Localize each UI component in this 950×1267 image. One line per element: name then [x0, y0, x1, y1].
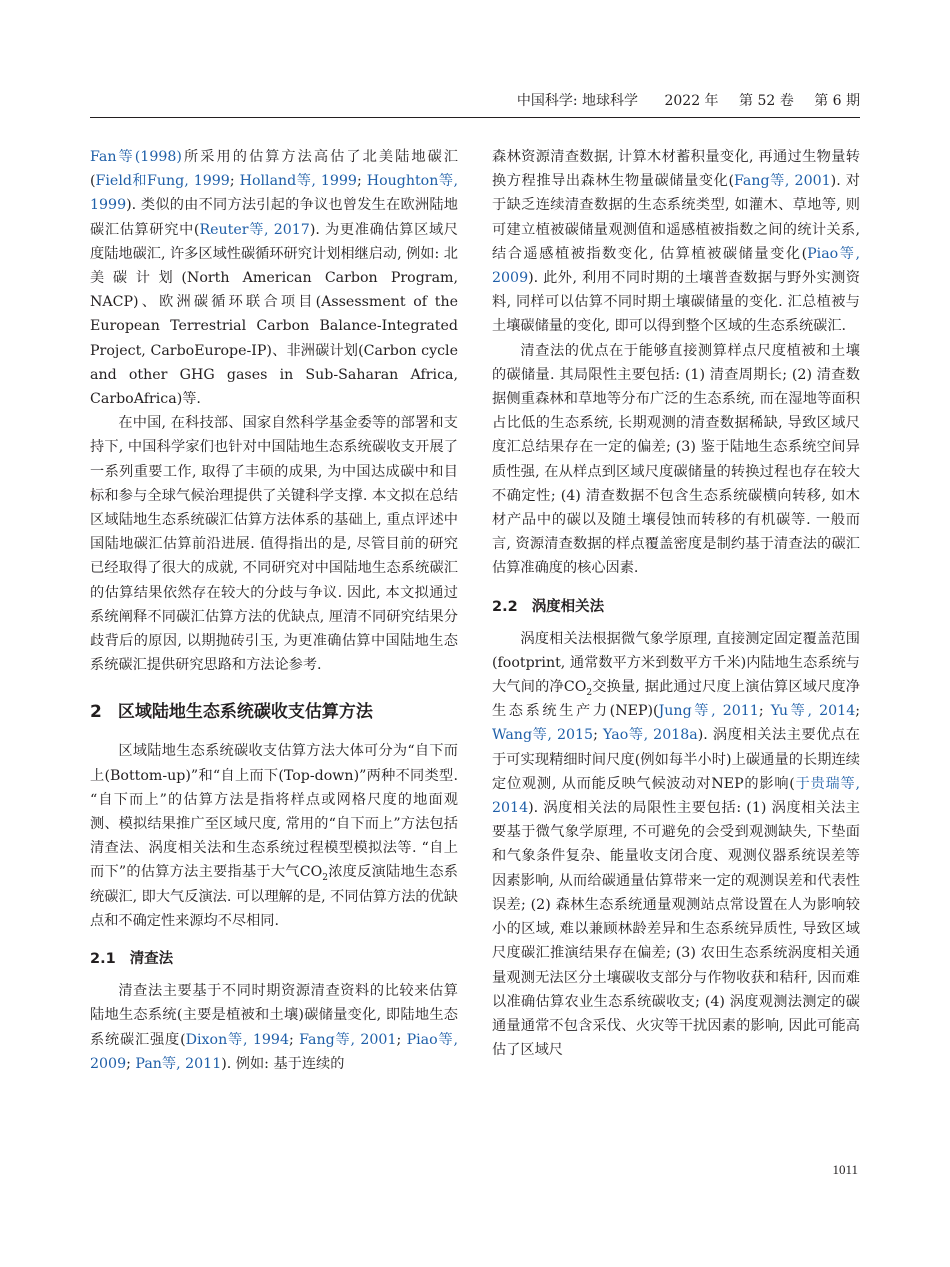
paragraph-text: ;: [126, 1055, 136, 1072]
paragraph-text: ). 对于缺乏连续清查数据的生态系统类型, 如灌木、草地等, 则可建立植被碳储量观测值和遥感植被指数之间的统计关系, 结合遥感植被指数变化, 估算植被碳储量变化(: [492, 173, 860, 262]
journal-issue: 第 6 期: [814, 93, 860, 109]
citation-link[interactable]: Houghton等, 1999: [90, 173, 458, 214]
citation-link[interactable]: Pan等, 2011: [135, 1055, 222, 1072]
subsection-title: 涡度相关法: [531, 598, 605, 615]
paragraph-text: ;: [593, 727, 603, 744]
citation-link[interactable]: Piao等, 2009: [90, 1031, 459, 1072]
citation-link[interactable]: Yao等, 2018a: [602, 727, 698, 744]
paragraph-text: ;: [396, 1031, 407, 1048]
citation-link[interactable]: Piao等, 2009: [492, 245, 861, 287]
header-rule: [90, 117, 860, 118]
subsection-title: 清查法: [129, 951, 174, 968]
paragraph-text: ). 类似的由不同方法引起的争议也曾发生在欧洲陆地碳汇估算研究中(: [90, 197, 458, 238]
journal-name: 中国科学: 地球科学: [516, 93, 639, 109]
citation-link[interactable]: Jung等, 2011: [658, 703, 759, 720]
paragraph-text: 清查法主要基于不同时期资源清查资料的比较来估算陆地生态系统(主要是植被和土壤)碳储量变化, 即陆地生态系统碳汇强度(: [90, 983, 458, 1048]
paragraph-carbon-sink-controversy: [90, 145, 458, 411]
page-number: 1011: [832, 1162, 858, 1177]
paragraph-text: 森林资源清查数据, 计算木材蓄积量变化, 再通过生物量转换方程推导出森林生物量碳储量变化(: [492, 149, 860, 190]
subsection-heading: [90, 947, 458, 971]
paragraph-text: ). 涡度相关法主要优点在于可实现精细时间尺度(例如每半小时)上碳通量的长期连续定位观测, 从而能反映气候波动对NEP的影响(: [492, 727, 860, 792]
paragraph-text: ). 为更准确估算区域尺度陆地碳汇, 许多区域性碳循环研究计划相继启动, 例如: 北美碳计划(North American Carbon Program, NACP)、欧洲碳循环联合项目(Assessment of the European Terrestrial Carbon Balance-Integrated Project, CarboEurope-IP)、非洲碳计划(Carbon cycle and other GHG gases in Sub-Saharan Africa, CarboAfrica)等.: [90, 221, 458, 408]
paragraph-text: ;: [758, 703, 771, 720]
journal-year: 2022 年: [664, 93, 719, 109]
paragraph-china-research: 在中国, 在科技部、国家自然科学基金委等的部署和支持下, 中国科学家们也针对中国陆地生态系统碳收支开展了一系列重要工作, 取得了丰硕的成果, 为中国达成碳中和目标和参与全球气候治理提供了关键科学支撑. 本文拟在总结区域陆地生态系统碳汇估算方法体系的基础上, 重点评述中国陆地碳汇估算前沿进展. 值得指出的是, 尽管目前的研究已经取得了很大的成就, 不同研究对中国陆地生态系统碳汇的估算结果依然存在较大的分歧与争议. 因此, 本文拟通过系统阐释不同碳汇估算方法的优缺点, 厘清不同研究结果分歧背后的原因, 以期抛砖引玉, 为更准确估算中国陆地生态系统碳汇提供研究思路和方法论参考.: [90, 415, 458, 674]
citation-link[interactable]: Holland等, 1999: [239, 173, 357, 190]
subsection-heading: [492, 595, 860, 619]
paragraph-text: 区域陆地生态系统碳收支估算方法大体可分为“自下而上(Bottom-up)”和“自上而下(Top-down)”两种不同类型. “自下而上”的估算方法是指将样点或网格尺度的地面观测、模拟结果推广至区域尺度, 常用的“自下而上”方法包括清查法、涡度相关法和生态系统过程模型模拟法等. “自上而下”的估算方法主要指基于大气CO: [90, 743, 458, 881]
citation-link[interactable]: Reuter等, 2017: [199, 221, 310, 238]
citation-link[interactable]: Fan等(1998): [90, 149, 182, 165]
journal-volume: 第 52 卷: [739, 93, 794, 109]
paragraph-text: ). 此外, 利用不同时期的土壤普查数据与野外实测资料, 同样可以估算不同时期土壤碳储量的变化. 汇总植被与土壤碳储量的变化, 即可以得到整个区域的生态系统碳汇.: [492, 270, 860, 335]
citation-link[interactable]: Wang等, 2015: [492, 727, 594, 744]
citation-link[interactable]: Yu等, 2014: [770, 703, 856, 720]
paragraph-eddy-covariance: [492, 627, 860, 1063]
paragraph-text: ;: [289, 1031, 300, 1048]
paragraph-inventory-continued: [492, 145, 860, 339]
paragraph-text: 浓度反演陆地生态系统碳汇, 即大气反演法. 可以理解的是, 不同估算方法的优缺点和不确定性来源均不尽相同.: [90, 864, 458, 929]
paragraph-inventory-limitations: 清查法的优点在于能够直接测算样点尺度植被和土壤的碳储量. 其局限性主要包括: (1) 清查周期长; (2) 清查数据侧重森林和草地等分布广泛的生态系统, 而在湿地等面积占比低的生态系统, 长期观测的清查数据稀缺, 导致区域尺度汇总结果存在一定的偏差; (3) 鉴于陆地生态系统空间异质性强, 在从样点到区域尺度碳储量的转换过程也存在较大不确定性; (4) 清查数据不包含生态系统碳横向转移, 如木材产品中的碳以及随土壤侵蚀而转移的有机碳等. 一般而言, 资源清查数据的样点覆盖密度是制约基于清查法的碳汇估算准确度的核心因素.: [492, 342, 860, 577]
subscript: 2: [322, 873, 328, 884]
subscript: 2: [586, 687, 593, 698]
subsection-number: 2.2: [492, 598, 518, 615]
section-number: 2: [90, 702, 102, 723]
paragraph-text: ). 例如: 基于连续的: [221, 1055, 345, 1072]
paragraph-text: ). 涡度相关法的局限性主要包括: (1) 涡度相关法主要基于微气象学原理, 不可避免的会受到观测缺失, 下垫面和气象条件复杂、能量收支闭合度、观测仪器系统误差等因素影响, 从而给碳通量估算带来一定的观测误差和代表性误差; (2) 森林生态系统通量观测站点常设置在人为影响较小的区域, 难以兼顾林龄差异和生态系统异质性, 导致区域尺度碳汇推演结果存在偏差; (3) 农田生态系统涡度相关通量观测无法区分土壤碳收支部分与作物收获和秸秆, 因而难以准确估算农业生态系统碳收支; (4) 涡度观测法测定的碳通量通常不包含采伐、火灾等干扰因素的影响, 因此可能高估了区域尺: [492, 800, 860, 1059]
subsection-number: 2.1: [90, 951, 116, 968]
paragraph-text: ;: [356, 173, 367, 190]
citation-link[interactable]: Fang等, 2001: [299, 1031, 397, 1048]
paragraph-text: 交换量, 据此通过尺度上演估算区域尺度净生态系统生产力(NEP)(: [492, 679, 860, 720]
section-title: 区域陆地生态系统碳收支估算方法: [117, 702, 373, 723]
paragraph-text: 涡度相关法根据微气象学原理, 直接测定固定覆盖范围(footprint, 通常数平方米到数平方千米)内陆地生态系统与大气间的净CO: [492, 630, 860, 696]
section-heading: [90, 699, 458, 725]
paragraph-text: ;: [229, 173, 240, 190]
left-column: [90, 145, 458, 1076]
paragraph-text: ;: [855, 703, 860, 720]
right-column: [492, 145, 860, 1062]
paragraph-inventory-method: [90, 979, 458, 1076]
citation-link[interactable]: 于贵瑞等, 2014: [492, 775, 860, 817]
citation-link[interactable]: Dixon等, 1994: [185, 1031, 289, 1048]
paragraph-methods-overview: [90, 739, 458, 933]
paragraph-text: 所采用的估算方法高估了北美陆地碳汇(: [90, 149, 458, 190]
citation-link[interactable]: Fang等, 2001: [734, 173, 831, 190]
citation-link[interactable]: Field和Fung, 1999: [95, 173, 230, 190]
running-header: [511, 90, 860, 110]
